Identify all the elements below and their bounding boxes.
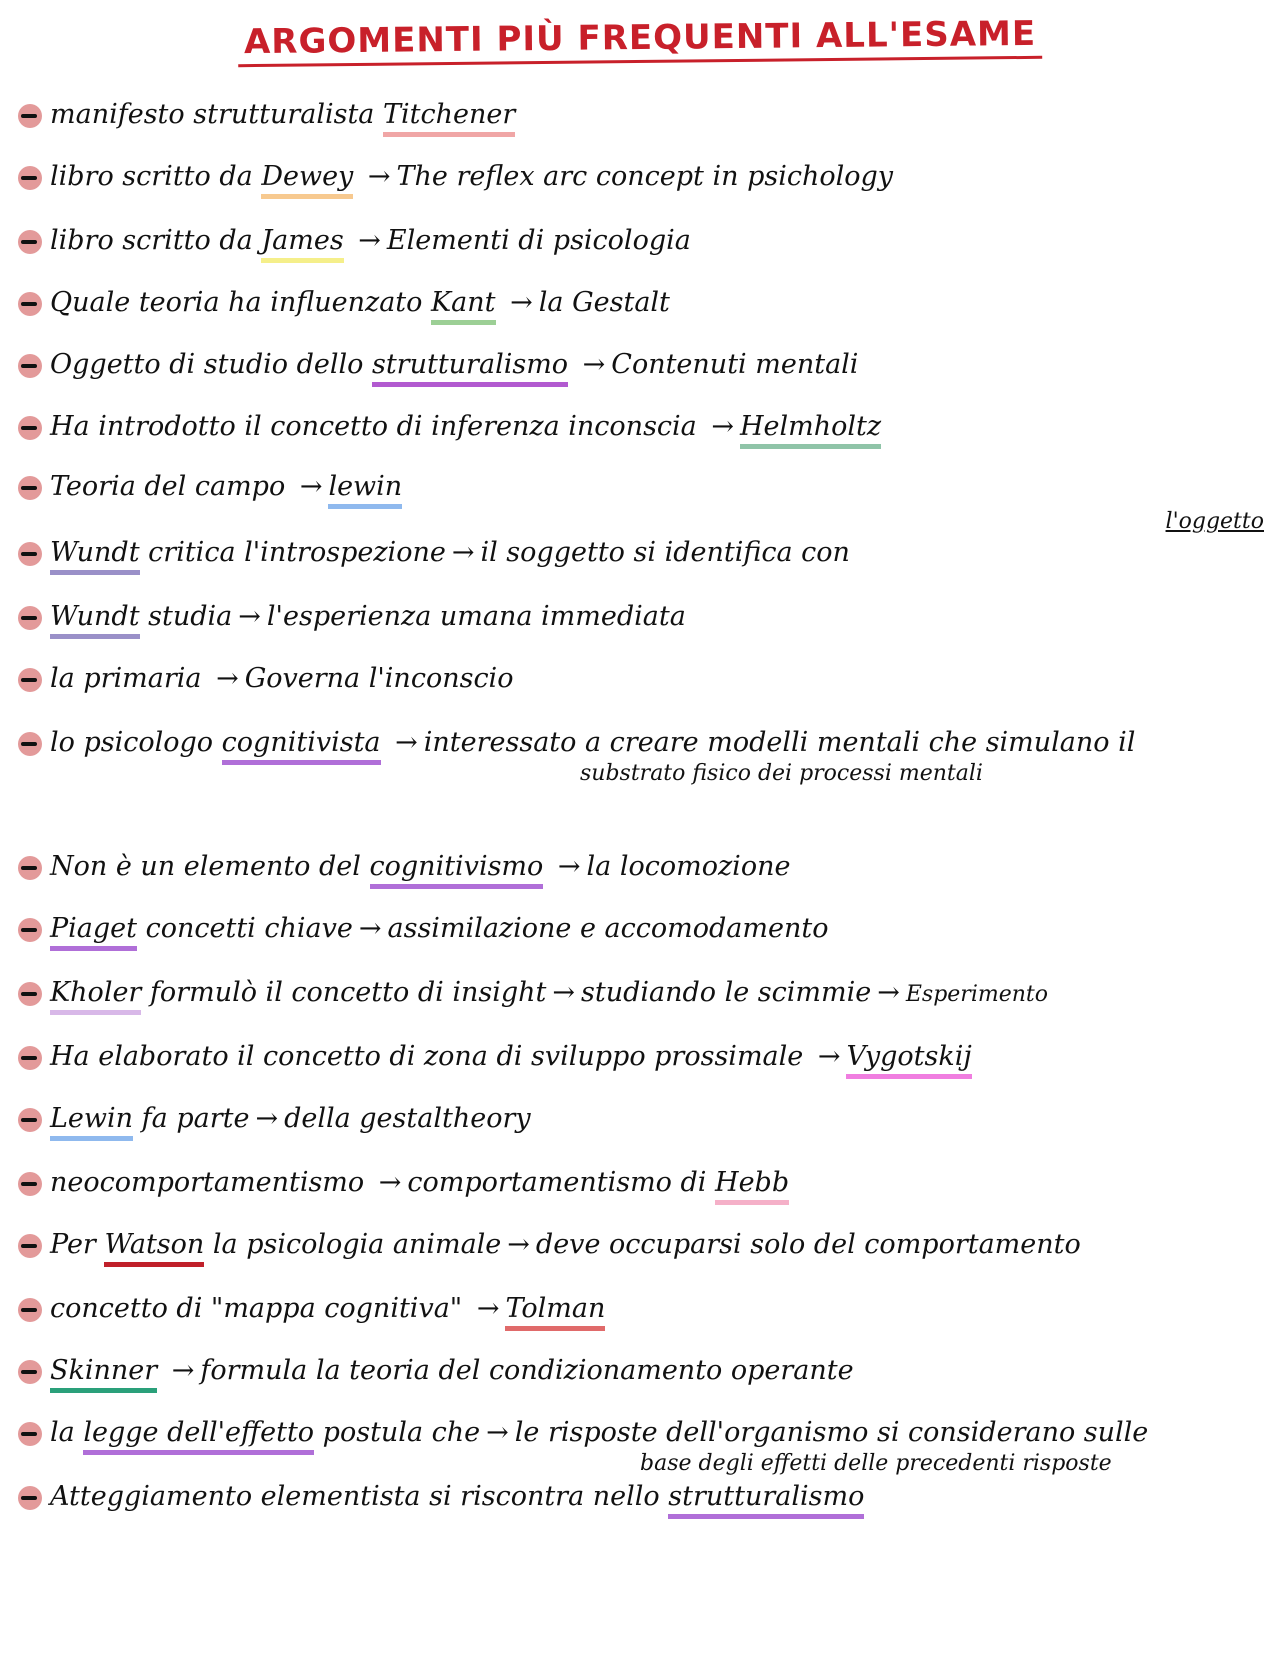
bullet-dash-icon bbox=[18, 668, 42, 692]
highlighted-term: strutturalismo bbox=[668, 1481, 864, 1519]
note-prefix: lo psicologo bbox=[50, 727, 214, 758]
note-prefix: neocomportamentismo bbox=[50, 1167, 365, 1198]
note-prefix: Oggetto di studio dello bbox=[50, 349, 364, 380]
note-continuation: base degli effetti delle precedenti risposte bbox=[640, 1451, 1112, 1476]
highlighted-term: Wundt bbox=[50, 601, 140, 639]
note-answer: l'esperienza umana immediata bbox=[266, 601, 686, 632]
note-suffix: formulò il concetto di insight bbox=[149, 977, 547, 1008]
note-answer: della gestaltheory bbox=[284, 1103, 531, 1134]
bullet-dash-icon bbox=[18, 104, 42, 128]
note-prefix: manifesto strutturalista bbox=[50, 99, 375, 130]
highlighted-term: James bbox=[261, 225, 343, 263]
highlighted-term: Wundt bbox=[50, 537, 140, 575]
note-continuation: substrato fisico dei processi mentali bbox=[580, 761, 983, 786]
page-title bbox=[0, 13, 1280, 63]
highlighted-term: Dewey bbox=[261, 161, 353, 199]
bullet-dash-icon bbox=[18, 416, 42, 440]
note-item bbox=[18, 850, 1268, 884]
note-suffix: fa parte bbox=[141, 1103, 250, 1134]
bullet-dash-icon bbox=[18, 1298, 42, 1322]
note-prefix: libro scritto da bbox=[50, 225, 253, 256]
note-item bbox=[18, 470, 1268, 504]
note-prefix: la primaria bbox=[50, 663, 202, 694]
note-item bbox=[18, 1354, 1268, 1388]
note-item bbox=[18, 286, 1268, 320]
note-prefix: la bbox=[50, 1417, 75, 1448]
arrow-icon: → bbox=[255, 1103, 279, 1134]
note-prefix: Teoria del campo bbox=[50, 471, 286, 502]
arrow-icon: → bbox=[507, 1229, 530, 1260]
note-answer: interessato a creare modelli mentali che simulano il bbox=[423, 727, 1136, 758]
note-item bbox=[18, 1416, 1268, 1450]
highlighted-term: Kant bbox=[431, 287, 496, 325]
note-prefix: concetto di "mappa cognitiva" bbox=[50, 1293, 463, 1324]
arrow-icon: → bbox=[238, 601, 261, 632]
note-item bbox=[18, 1292, 1268, 1326]
note-item bbox=[18, 224, 1268, 258]
note-answer: assimilazione e accomodamento bbox=[387, 913, 829, 944]
highlighted-term: cognitivismo bbox=[370, 851, 544, 889]
arrow-icon: → bbox=[216, 663, 239, 694]
note-answer: comportamentismo di bbox=[407, 1167, 716, 1198]
bullet-dash-icon bbox=[18, 732, 42, 756]
arrow-icon: → bbox=[510, 287, 533, 318]
highlighted-term: legge dell'effetto bbox=[83, 1417, 314, 1455]
bullet-dash-icon bbox=[18, 1046, 42, 1070]
bullet-dash-icon bbox=[18, 1486, 42, 1510]
note-prefix: libro scritto da bbox=[50, 161, 253, 192]
note-item bbox=[18, 410, 1268, 444]
arrow-icon: → bbox=[358, 225, 381, 256]
highlighted-term: Skinner bbox=[50, 1355, 157, 1393]
note-item bbox=[18, 348, 1268, 382]
note-item bbox=[18, 1166, 1268, 1200]
arrow-icon: → bbox=[817, 1041, 841, 1072]
highlighted-answer: lewin bbox=[328, 471, 402, 509]
bullet-dash-icon bbox=[18, 476, 42, 500]
note-suffix: postula che bbox=[322, 1417, 481, 1448]
arrow-icon: → bbox=[299, 471, 323, 502]
note-item bbox=[18, 98, 1268, 132]
note-suffix: la psicologia animale bbox=[212, 1229, 502, 1260]
note-answer-extra: Esperimento bbox=[905, 982, 1048, 1007]
bullet-dash-icon bbox=[18, 1360, 42, 1384]
arrow-icon: → bbox=[486, 1417, 509, 1448]
bullet-dash-icon bbox=[18, 230, 42, 254]
note-answer: le risposte dell'organismo si considerano sulle bbox=[514, 1417, 1149, 1448]
highlighted-term: cognitivista bbox=[222, 727, 381, 765]
arrow-icon: → bbox=[367, 161, 391, 192]
arrow-icon: → bbox=[711, 411, 734, 442]
note-prefix: Non è un elemento del bbox=[50, 851, 361, 882]
bullet-dash-icon bbox=[18, 856, 42, 880]
arrow-icon: → bbox=[476, 1293, 500, 1324]
arrow-icon: → bbox=[877, 977, 900, 1008]
bullet-dash-icon bbox=[18, 1234, 42, 1258]
highlighted-answer-word: Hebb bbox=[715, 1167, 789, 1205]
note-answer: Contenuti mentali bbox=[611, 349, 859, 380]
note-answer: la Gestalt bbox=[538, 287, 670, 318]
bullet-dash-icon bbox=[18, 542, 42, 566]
note-item bbox=[18, 1102, 1268, 1136]
note-item bbox=[18, 726, 1268, 760]
note-answer: deve occuparsi solo del comportamento bbox=[535, 1229, 1081, 1260]
note-suffix: critica l'introspezione bbox=[148, 537, 446, 568]
title-text: ARGOMENTI PIÙ FREQUENTI ALL'ESAME bbox=[238, 14, 1043, 67]
note-item bbox=[18, 1228, 1268, 1262]
highlighted-term: strutturalismo bbox=[372, 349, 568, 387]
note-item bbox=[18, 662, 1268, 696]
note-answer: Elementi di psicologia bbox=[386, 225, 691, 256]
note-answer: il soggetto si identifica con bbox=[480, 537, 850, 568]
note-prefix: Per bbox=[50, 1229, 96, 1260]
note-item bbox=[18, 912, 1268, 946]
bullet-dash-icon bbox=[18, 354, 42, 378]
arrow-icon: → bbox=[557, 851, 581, 882]
bullet-dash-icon bbox=[18, 292, 42, 316]
arrow-icon: → bbox=[378, 1167, 402, 1198]
bullet-dash-icon bbox=[18, 1108, 42, 1132]
bullet-dash-icon bbox=[18, 606, 42, 630]
highlighted-answer: Helmholtz bbox=[740, 411, 881, 449]
note-prefix: Ha introdotto il concetto di inferenza inconscia bbox=[50, 411, 697, 442]
note-item bbox=[18, 1480, 1268, 1514]
note-item bbox=[18, 976, 1268, 1012]
note-answer: formula la teoria del condizionamento operante bbox=[200, 1355, 854, 1386]
highlighted-term: Kholer bbox=[50, 977, 141, 1015]
bullet-dash-icon bbox=[18, 918, 42, 942]
arrow-icon: → bbox=[552, 977, 575, 1008]
note-answer: The reflex arc concept in psichology bbox=[396, 161, 894, 192]
note-answer: la locomozione bbox=[586, 851, 791, 882]
bullet-dash-icon bbox=[18, 1172, 42, 1196]
note-annotation: l'oggetto bbox=[1165, 509, 1264, 534]
bullet-dash-icon bbox=[18, 982, 42, 1006]
note-item bbox=[18, 160, 1268, 194]
note-item bbox=[18, 1040, 1268, 1074]
arrow-icon: → bbox=[358, 913, 382, 944]
note-suffix: concetti chiave bbox=[145, 913, 353, 944]
note-answer: Governa l'inconscio bbox=[244, 663, 514, 694]
arrow-icon: → bbox=[451, 537, 475, 568]
highlighted-answer: Tolman bbox=[505, 1293, 605, 1331]
note-prefix: Quale teoria ha influenzato bbox=[50, 287, 423, 318]
highlighted-answer: Vygotskij bbox=[846, 1041, 971, 1079]
bullet-dash-icon bbox=[18, 166, 42, 190]
highlighted-term: Titchener bbox=[383, 99, 515, 137]
note-suffix: studia bbox=[148, 601, 233, 632]
highlighted-term: Piaget bbox=[50, 913, 137, 951]
bullet-dash-icon bbox=[18, 1422, 42, 1446]
arrow-icon: → bbox=[395, 727, 418, 758]
note-item bbox=[18, 600, 1268, 634]
note-prefix: Atteggiamento elementista si riscontra nello bbox=[50, 1481, 660, 1512]
highlighted-term: Watson bbox=[104, 1229, 204, 1267]
arrow-icon: → bbox=[171, 1355, 195, 1386]
highlighted-term: Lewin bbox=[50, 1103, 133, 1141]
note-prefix: Ha elaborato il concetto di zona di sviluppo prossimale bbox=[50, 1041, 804, 1072]
note-answer: studiando le scimmie bbox=[580, 977, 872, 1008]
arrow-icon: → bbox=[582, 349, 606, 380]
note-item bbox=[18, 536, 1268, 570]
